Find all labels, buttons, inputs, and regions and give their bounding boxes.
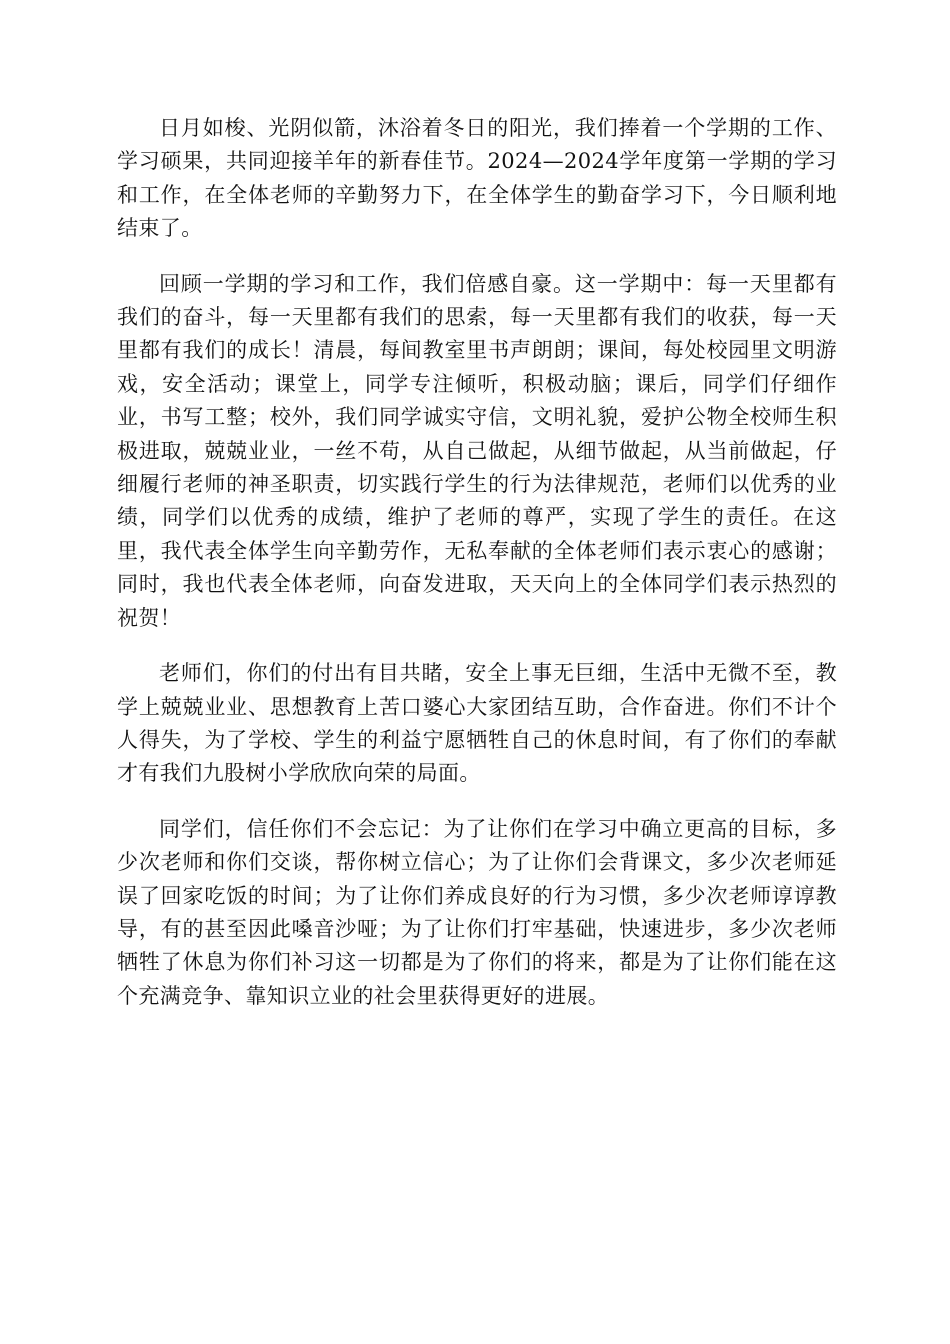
paragraph-3: 老师们，你们的付出有目共睹，安全上事无巨细，生活中无微不至，教学上兢兢业业、思想教育上苦口婆心大家团结互助，合作奋进。你们不计个人得失，为了学校、学生的利益宁愿牺牲自己的休息时间，有了你们的奉献才有我们九股树小学欣欣向荣的局面。 [117,661,837,786]
paragraph-2: 回顾一学期的学习和工作，我们倍感自豪。这一学期中：每一天里都有我们的奋斗，每一天里都有我们的思索，每一天里都有我们的收获，每一天里都有我们的成长！清晨，每间教室里书声朗朗；课间，每处校园里文明游戏，安全活动；课堂上，同学专注倾听，积极动脑；课后，同学们仔细作业，书写工整；校外，我们同学诚实守信，文明礼貌，爱护公物全校师生积极进取，兢兢业业，一丝不苟，从自己做起，从细节做起，从当前做起，仔细履行老师的神圣职责，切实践行学生的行为法律规范，老师们以优秀的业绩，同学们以优秀的成绩，维护了老师的尊严，实现了学生的责任。在这里，我代表全体学生向辛勤劳作，无私奉献的全体老师们表示衷心的感谢；同时，我也代表全体老师，向奋发进取，天天向上的全体同学们表示热烈的祝贺！ [117,271,837,630]
paragraph-4: 同学们，信任你们不会忘记：为了让你们在学习中确立更高的目标，多少次老师和你们交谈，帮你树立信心；为了让你们会背课文，多少次老师延误了回家吃饭的时间；为了让你们养成良好的行为习惯，多少次老师谆谆教导，有的甚至因此嗓音沙哑；为了让你们打牢基础，快速进步，多少次老师牺牲了休息为你们补习这一切都是为了你们的将来，都是为了让你们能在这个充满竞争、靠知识立业的社会里获得更好的进展。 [117,816,837,1008]
paragraph-1: 日月如梭、光阴似箭，沐浴着冬日的阳光，我们捧着一个学期的工作、学习硕果，共同迎接羊年的新春佳节。2024—2024学年度第一学期的学习和工作，在全体老师的辛勤努力下，在全体学生的勤奋学习下，今日顺利地结束了。 [117,116,837,241]
